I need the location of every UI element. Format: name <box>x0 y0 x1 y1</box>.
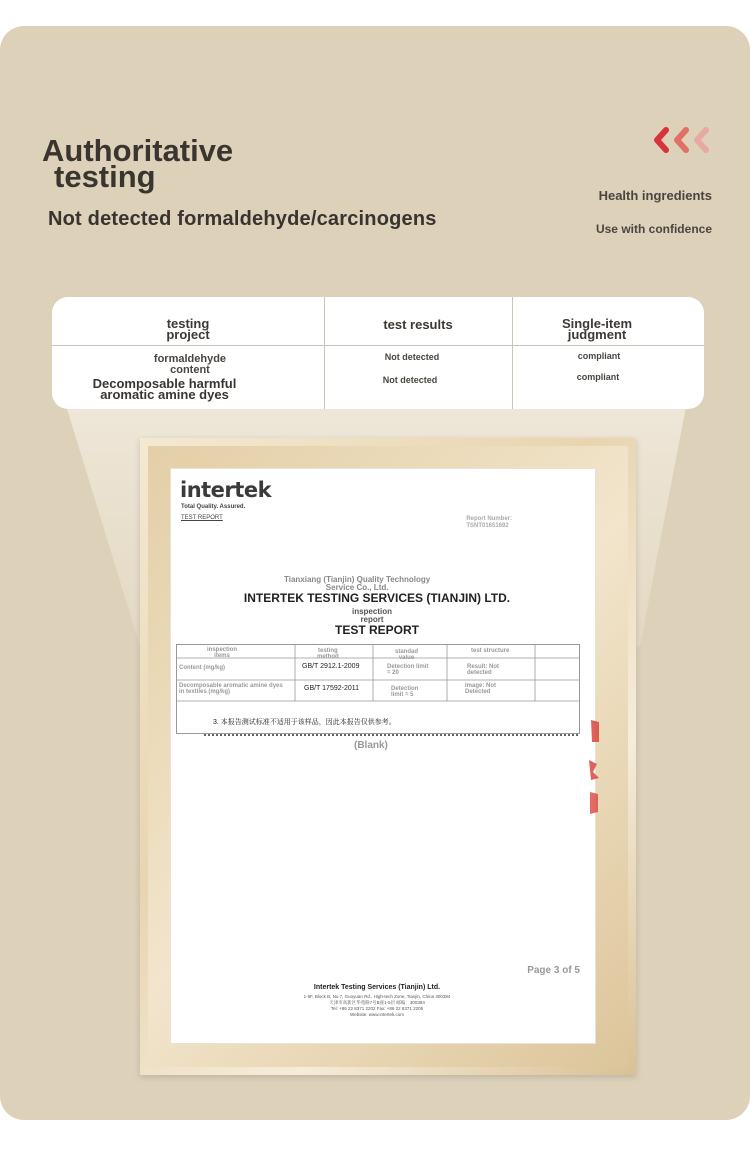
intertek-logo: intertek <box>180 478 272 502</box>
title-line-2: testing <box>54 159 156 194</box>
row2-item <box>179 683 283 695</box>
header-text: test structure <box>471 648 510 654</box>
dotted-separator <box>204 734 578 736</box>
row2-result <box>465 683 496 695</box>
row2-method: GB/T 17592-2011 <box>304 685 360 692</box>
tag-use-with-confidence: Use with confidence <box>595 222 712 236</box>
cell-text: Decomposable aromatic amine dyes <box>179 683 283 689</box>
doc-type-label: TEST REPORT <box>181 515 223 521</box>
table-header-structure <box>471 648 509 654</box>
header-text: Single-item <box>561 316 633 331</box>
header-testing-project <box>52 318 324 340</box>
page-subtitle: Not detected formaldehyde/carcinogens <box>48 208 437 230</box>
row1-item <box>179 665 225 671</box>
cell-text: Detected <box>465 689 491 695</box>
header-test-results <box>324 319 512 330</box>
footer-company: Intertek Testing Services (Tianjin) Ltd. <box>313 984 441 991</box>
row2-limit <box>391 686 418 698</box>
cell-text: formaldehyde <box>153 353 227 365</box>
summary-table <box>52 297 704 409</box>
cell-text: content <box>170 364 210 376</box>
cell-text: limit = 5 <box>391 692 414 698</box>
company-name <box>284 576 430 592</box>
logo-tagline: Total Quality. Assured. <box>181 504 246 510</box>
header-text: standad <box>395 649 419 655</box>
inspection-line: report <box>360 615 384 624</box>
table-header-items <box>207 647 237 659</box>
row-formaldehyde-judgment: compliant <box>577 351 621 361</box>
header-text: project <box>166 327 210 342</box>
cell-text: Detection limit <box>387 664 429 670</box>
divider <box>52 345 704 346</box>
tag-health-ingredients: Health ingredients <box>598 188 712 203</box>
row-amine-project <box>52 378 277 400</box>
row1-limit <box>387 664 428 676</box>
header-judgment <box>512 318 682 340</box>
report-number-label: Report Number: <box>466 516 512 522</box>
header-text: method <box>317 654 339 660</box>
table-header-method <box>317 648 339 660</box>
footer-web: Website: www.intertek.com <box>350 1012 404 1017</box>
page-number: Page 3 of 5 <box>527 965 580 976</box>
header-text: judgment <box>567 327 627 342</box>
footer-address-cn: 天津市高新区华苑路7号B座1-5层 邮编：300384 <box>329 1000 425 1005</box>
cell-text: aromatic amine dyes <box>100 387 229 402</box>
row1-result <box>467 664 499 676</box>
table-note: 3. 本报告测试标准不适用于该样品，因此本报告仅供参考。 <box>213 719 396 726</box>
results-table <box>176 644 580 734</box>
blank-label: (Blank) <box>354 740 388 751</box>
cell-text: Decomposable harmful <box>92 376 237 391</box>
header-text: test results <box>383 317 453 332</box>
certificate-paper <box>170 468 596 1044</box>
inspection-report-label <box>170 608 574 624</box>
header-text: items <box>214 653 230 659</box>
report-title: TEST REPORT <box>334 623 419 637</box>
inspection-line: inspection <box>351 607 392 616</box>
header-text: testing <box>318 648 338 654</box>
lab-name: INTERTEK TESTING SERVICES (TIANJIN) LTD. <box>243 591 511 605</box>
company-line: Tianxiang (Tianjin) Quality Technology <box>284 575 431 584</box>
cell-text: = 20 <box>387 670 399 676</box>
row-formaldehyde-result: Not detected <box>384 352 440 362</box>
cell-text: Detection <box>391 686 419 692</box>
row-amine-judgment: compliant <box>576 372 620 382</box>
cell-text: Image: Not <box>465 683 497 689</box>
row1-method: GB/T 2912.1-2009 <box>302 663 360 670</box>
header-text: value <box>398 655 415 661</box>
footer-tel: Tel: +86 22 8371 2202 Fax: +86 22 8371 2205 <box>330 1006 424 1011</box>
row-formaldehyde-project <box>52 354 328 376</box>
cell-text: detected <box>467 670 492 676</box>
cell-text: Content (mg/kg) <box>179 665 225 671</box>
report-number-value: TSNT01651692 <box>466 523 509 529</box>
table-header-standard <box>395 649 418 661</box>
title-line-1: Authoritative <box>42 133 234 168</box>
red-stamp-edge <box>587 720 601 816</box>
cell-text: Result: Not <box>467 664 499 670</box>
report-number <box>466 516 512 530</box>
company-line: Service Co., Ltd. <box>325 583 389 592</box>
cell-text: in textiles (mg/kg) <box>179 689 231 695</box>
header-text: inspection <box>207 647 238 653</box>
page-title <box>42 133 234 194</box>
footer-address: 1-5F, Block B, No.7, Guoyuan Rd., High-tech Zone, Tianjin, China 300384 <box>303 994 451 999</box>
row-amine-result: Not detected <box>382 375 438 385</box>
header-text: testing <box>166 316 210 331</box>
chevrons-left-icon <box>652 127 714 153</box>
